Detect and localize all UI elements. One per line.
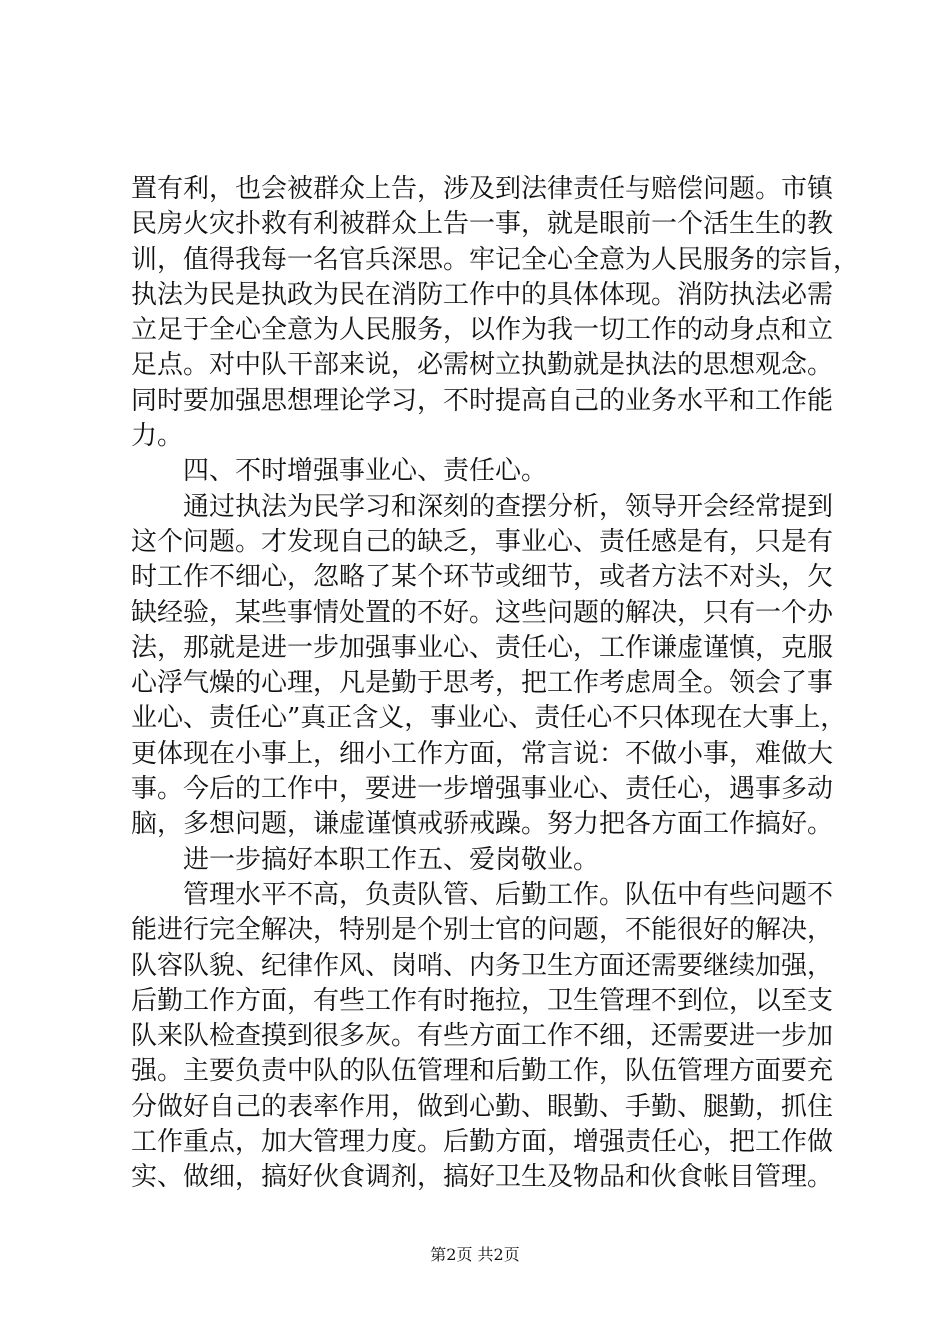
text-line: 事。今后的工作中，要进一步增强事业心、责任心，遇事多动 (131, 774, 834, 805)
text-line: 时工作不细心，忽略了某个环节或细节，或者方法不对头，欠 (131, 562, 834, 593)
text-line: 工作重点，加大管理力度。后勤方面，增强责任心，把工作做 (131, 1127, 834, 1158)
paragraph-1 (131, 172, 860, 454)
text-line: 这个问题。才发现自己的缺乏，事业心、责任感是有，只是有 (131, 526, 834, 557)
text-line: 力。 (131, 421, 184, 452)
text-line: 管理水平不高，负责队管、后勤工作。队伍中有些问题不 (183, 879, 834, 910)
text-line: 分做好自己的表率作用，做到心勤、眼勤、手勤、腿勤，抓住 (131, 1091, 834, 1122)
text-line: 队来队检查摸到很多灰。有些方面工作不细，还需要进一步加 (131, 1021, 834, 1052)
paragraph-3 (131, 490, 847, 843)
text-line: 立足于全心全意为人民服务，以作为我一切工作的动身点和立 (131, 315, 834, 346)
heading-line: 四、不时增强事业心、责任心。 (183, 456, 548, 487)
text-line: 执法为民是执政为民在消防工作中的具体体现。消防执法必需 (131, 279, 834, 310)
text-line: 民房火灾扑救有利被群众上告一事，就是眼前一个活生生的教 (131, 209, 834, 240)
text-line: 置有利，也会被群众上告，涉及到法律责任与赔偿问题。市镇 (131, 174, 834, 204)
page-number-footer: 第2页 共2页 (430, 1245, 520, 1264)
text-line: 实、做细，搞好伙食调剂，搞好卫生及物品和伙食帐目管理。 (131, 1162, 834, 1193)
text-line: 后勤工作方面，有些工作有时拖拉，卫生管理不到位，以至支 (131, 985, 834, 1016)
document-body (131, 172, 860, 1196)
text-line: 队容队貌、纪律作风、岗哨、内务卫生方面还需要继续加强， (131, 950, 834, 981)
text-line: 训，值得我每一名官兵深思。牢记全心全意为人民服务的宗旨， (131, 244, 860, 275)
text-line: 更体现在小事上，细小工作方面，常言说：不做小事，难做大 (131, 738, 834, 769)
text-line: 业心、责任心”真正含义，事业心、责任心不只体现在大事上， (131, 703, 847, 734)
text-line: 足点。对中队干部来说，必需树立执勤就是执法的思想观念。 (131, 350, 834, 381)
text-line: 心浮气燥的心理，凡是勤于思考，把工作考虑周全。领会了事 (131, 668, 834, 699)
text-line: 脑，多想问题，谦虚谨慎戒骄戒躁。努力把各方面工作搞好。 (131, 809, 834, 840)
heading-line: 进一步搞好本职工作五、爱岗敬业。 (183, 844, 600, 875)
text-line: 缺经验，某些事情处置的不好。这些问题的解决，只有一个办 (131, 597, 834, 628)
text-line: 强。主要负责中队的队伍管理和后勤工作，队伍管理方面要充 (131, 1056, 834, 1087)
paragraph-5 (131, 878, 833, 1196)
text-line: 通过执法为民学习和深刻的查摆分析，领导开会经常提到 (183, 491, 834, 522)
text-line: 同时要加强思想理论学习，不时提高自己的业务水平和工作能 (131, 385, 834, 416)
text-line: 法，那就是进一步加强事业心、责任心，工作谦虚谨慎，克服 (131, 632, 834, 663)
text-line: 能进行完全解决，特别是个别士官的问题，不能很好的解决， (131, 915, 834, 946)
section-heading-5 (131, 843, 833, 878)
section-heading-4 (131, 454, 833, 489)
